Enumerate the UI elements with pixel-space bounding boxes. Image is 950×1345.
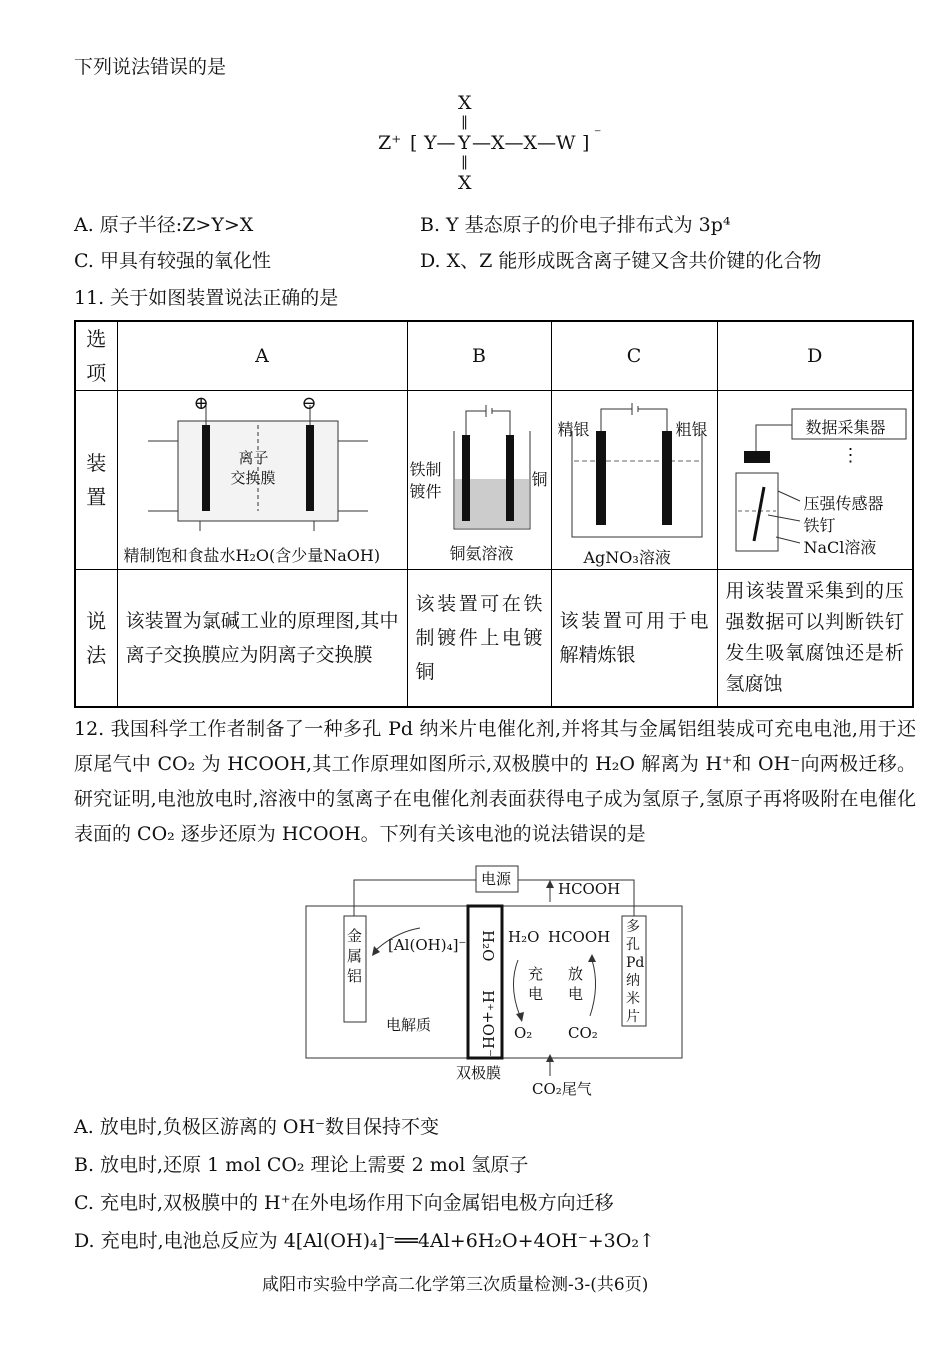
discharge-label: 放电: [568, 965, 584, 1003]
pure-silver-label: 精银: [557, 420, 590, 439]
dots-icon: ⋮: [841, 445, 860, 466]
header-option: 选 项: [75, 321, 117, 391]
copper-ammonia-label: 铜氨溶液: [449, 544, 514, 563]
header-b: B: [407, 321, 551, 391]
structure-rbracket: ]: [582, 132, 590, 154]
structure-rest: —X—X—W: [472, 132, 576, 154]
q10-intro: 下列说法错误的是: [74, 56, 227, 78]
q10-option-a[interactable]: A. 原子半径:Z>Y>X: [74, 214, 254, 236]
device-a-diagram: [118, 391, 407, 569]
page-footer: 咸阳市实验中学高二化学第三次质量检测-3-(共6页): [262, 1275, 649, 1295]
membrane-ions-label: H⁺+OH⁻: [479, 990, 497, 1057]
header-a: A: [117, 321, 407, 391]
device-b-diagram: [408, 391, 551, 569]
structure-x-top: X: [458, 92, 472, 114]
iron-label: 铁制: [409, 460, 442, 479]
plus-terminal-icon: ⊕: [193, 393, 209, 414]
q12-diagram: [300, 858, 690, 1098]
structure-y1: Y—: [424, 132, 456, 154]
claim-d: 用该装置采集到的压强数据可以判断铁钉发生吸氧腐蚀还是析氢腐蚀: [725, 580, 904, 695]
bipolar-membrane-label: 双极膜: [456, 1064, 502, 1082]
data-collector-label: 数据采集器: [805, 418, 886, 437]
q10-option-d[interactable]: D. X、Z 能形成既含离子键又含共价键的化合物: [420, 250, 822, 272]
claim-c: 该装置可用于电解精炼银: [559, 610, 709, 666]
q12-option-d[interactable]: D. 充电时,电池总反应为 4[Al(OH)₄]⁻══4Al+6H₂O+4OH⁻+3O₂↑: [74, 1230, 655, 1252]
pressure-sensor-label: 压强传感器: [803, 494, 884, 513]
al-electrode-label: 金属铝: [347, 927, 363, 985]
membrane-label: 离子: [238, 449, 269, 467]
row-device-label: 装 置: [75, 391, 117, 570]
q12-option-c[interactable]: C. 充电时,双极膜中的 H⁺在外电场作用下向金属铝电极方向迁移: [74, 1192, 614, 1214]
membrane-h2o-label: H₂O: [479, 930, 497, 962]
structure-lbracket: [: [410, 132, 418, 154]
co2-label: CO₂: [568, 1024, 598, 1042]
al-complex-label: [Al(OH)₄]⁻: [388, 936, 467, 954]
q12-option-a[interactable]: A. 放电时,负极区游离的 OH⁻数目保持不变: [74, 1116, 440, 1138]
co2-tail-gas-label: CO₂尾气: [532, 1080, 592, 1098]
copper-label: 铜: [531, 470, 548, 489]
claim-b: 该装置可在铁制镀件上电镀铜: [415, 593, 543, 683]
structure-charge: ⁻: [594, 126, 602, 142]
membrane-label-2: 交换膜: [230, 469, 276, 487]
q11-stem: 11. 关于如图装置说法正确的是: [74, 287, 339, 309]
q10-structure: [370, 88, 630, 198]
q10-option-b[interactable]: B. Y 基态原子的价电子排布式为 3p⁴: [420, 214, 731, 236]
double-bond-bottom: ‖: [461, 154, 468, 170]
structure-z-ion: Z⁺: [378, 132, 402, 154]
row-claim-label: 说 法: [75, 570, 117, 708]
hcooh-top-label: HCOOH: [558, 880, 621, 898]
crude-silver-label: 粗银: [675, 420, 708, 439]
pd-electrode-label: 多孔Pd纳米片: [626, 919, 645, 1025]
structure-x-bottom: X: [458, 172, 472, 194]
h2o-label: H₂O: [508, 928, 540, 946]
structure-y2: Y: [458, 132, 471, 154]
iron-nail-label: 铁钉: [803, 516, 836, 535]
charge-label: 充电: [528, 965, 544, 1003]
o2-label: O₂: [514, 1024, 533, 1042]
minus-terminal-icon: ⊖: [301, 393, 317, 414]
q10-option-c[interactable]: C. 甲具有较强的氧化性: [74, 250, 271, 272]
claim-a: 该装置为氯碱工业的原理图,其中离子交换膜应为阴离子交换膜: [125, 610, 399, 666]
nacl-label: NaCl溶液: [803, 538, 877, 557]
hcooh-label: HCOOH: [548, 928, 611, 946]
power-label: 电源: [481, 870, 512, 888]
agno3-label: AgNO₃溶液: [583, 548, 671, 567]
q12-stem: 12. 我国科学工作者制备了一种多孔 Pd 纳米片电催化剂,并将其与金属铝组装成可充电电池,用于还原尾气中 CO₂ 为 HCOOH,其工作原理如图所示,双极膜中的 H₂O 解离为 H⁺和 OH⁻向两极迁移。研究证明,电池放电时,溶液中的氢离子在电催化剂表面获得电子成为氢原子,氢原子再将吸附在电催化表面的 CO₂ 逐步还原为 HCOOH。下列有关该电池的说法错误的是: [74, 718, 916, 845]
iron-label-2: 镀件: [409, 482, 442, 501]
electrolyte-label: 电解质: [386, 1016, 432, 1034]
device-d-diagram: [718, 391, 913, 569]
q12-option-b[interactable]: B. 放电时,还原 1 mol CO₂ 理论上需要 2 mol 氢原子: [74, 1154, 529, 1176]
double-bond-top: ‖: [461, 114, 468, 130]
device-c-diagram: [552, 391, 717, 569]
device-a-caption: 精制饱和食盐水H₂O(含少量NaOH): [123, 546, 381, 565]
header-c: C: [551, 321, 717, 391]
q11-table: [74, 320, 914, 708]
header-d: D: [717, 321, 913, 391]
